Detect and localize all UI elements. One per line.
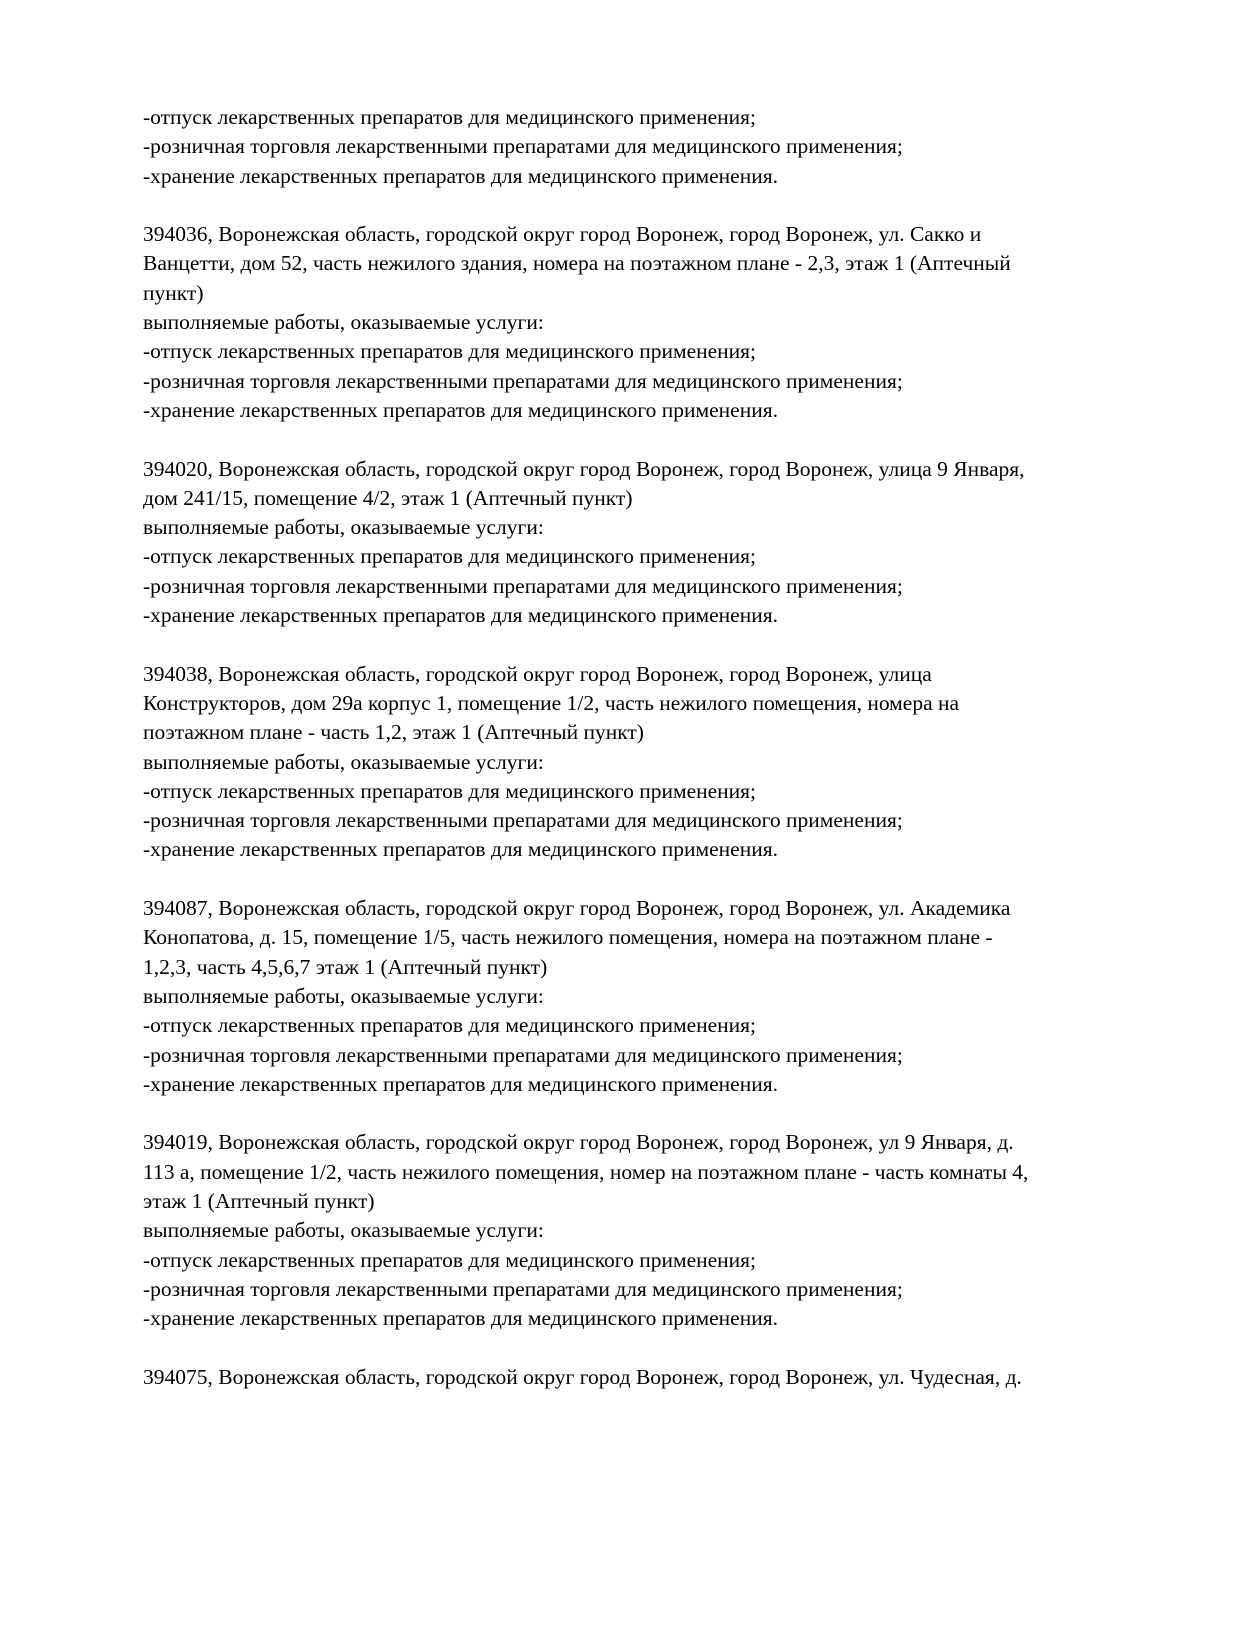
services-heading: выполняемые работы, оказываемые услуги: bbox=[143, 749, 544, 774]
address-line: Ванцетти, дом 52, часть нежилого здания, номера на поэтажном плане - 2,3, этаж 1 (Аптечный bbox=[143, 251, 1011, 276]
service-line: -розничная торговля лекарственными препаратами для медицинского применения; bbox=[143, 573, 903, 598]
service-line: -хранение лекарственных препаратов для медицинского применения. bbox=[143, 1306, 778, 1331]
service-line: -розничная торговля лекарственными препаратами для медицинского применения; bbox=[143, 808, 903, 833]
service-line: -отпуск лекарственных препаратов для медицинского применения; bbox=[143, 544, 757, 569]
service-line: -хранение лекарственных препаратов для медицинского применения. bbox=[143, 837, 778, 862]
address-line: Конопатова, д. 15, помещение 1/5, часть нежилого помещения, номера на поэтажном плане - bbox=[143, 925, 993, 950]
address-entry bbox=[143, 455, 1143, 631]
address-line: 394038, Воронежская область, городской округ город Воронеж, город Воронеж, улица bbox=[143, 661, 932, 686]
service-line: -хранение лекарственных препаратов для медицинского применения. bbox=[143, 397, 778, 422]
address-line: 394020, Воронежская область, городской округ город Воронеж, город Воронеж, улица 9 Января, bbox=[143, 456, 1025, 481]
address-line: дом 241/15, помещение 4/2, этаж 1 (Аптечный пункт) bbox=[143, 485, 633, 510]
address-entry bbox=[143, 1128, 1143, 1333]
service-line: -отпуск лекарственных препаратов для медицинского применения; bbox=[143, 105, 757, 129]
address-line: пункт) bbox=[143, 280, 204, 305]
address-line: поэтажном плане - часть 1,2, этаж 1 (Аптечный пункт) bbox=[143, 720, 644, 745]
address-line: 394036, Воронежская область, городской округ город Воронеж, город Воронеж, ул. Сакко и bbox=[143, 222, 982, 247]
service-line: -отпуск лекарственных препаратов для медицинского применения; bbox=[143, 1247, 757, 1272]
services-heading: выполняемые работы, оказываемые услуги: bbox=[143, 515, 544, 540]
address-entry bbox=[143, 660, 1143, 865]
address-line: 394075, Воронежская область, городской округ город Воронеж, город Воронеж, ул. Чудесная, д. bbox=[143, 1364, 1022, 1389]
service-line: -хранение лекарственных препаратов для медицинского применения. bbox=[143, 1071, 778, 1096]
address-line: 113 а, помещение 1/2, часть нежилого помещения, номер на поэтажном плане - часть комнаты 4, bbox=[143, 1159, 1029, 1184]
service-line: -хранение лекарственных препаратов для медицинского применения. bbox=[143, 603, 778, 628]
services-heading: выполняемые работы, оказываемые услуги: bbox=[143, 983, 544, 1008]
service-line: -отпуск лекарственных препаратов для медицинского применения; bbox=[143, 339, 757, 364]
address-entry bbox=[143, 220, 1143, 425]
address-line: 1,2,3, часть 4,5,6,7 этаж 1 (Аптечный пункт) bbox=[143, 954, 548, 979]
service-line: -розничная торговля лекарственными препаратами для медицинского применения; bbox=[143, 1042, 903, 1067]
address-line: 394087, Воронежская область, городской округ город Воронеж, город Воронеж, ул. Академика bbox=[143, 896, 1011, 921]
service-line: -розничная торговля лекарственными препаратами для медицинского применения; bbox=[143, 134, 903, 159]
paragraph-gap bbox=[143, 1333, 1143, 1362]
service-line: -хранение лекарственных препаратов для медицинского применения. bbox=[143, 163, 778, 188]
paragraph-gap bbox=[143, 425, 1143, 454]
service-line: -отпуск лекарственных препаратов для медицинского применения; bbox=[143, 1013, 757, 1038]
document-page bbox=[143, 103, 1143, 1392]
paragraph-gap bbox=[143, 865, 1143, 894]
address-line: Конструкторов, дом 29а корпус 1, помещение 1/2, часть нежилого помещения, номера на bbox=[143, 690, 960, 715]
address-line: этаж 1 (Аптечный пункт) bbox=[143, 1188, 375, 1213]
services-heading: выполняемые работы, оказываемые услуги: bbox=[143, 1218, 544, 1243]
paragraph-gap bbox=[143, 1099, 1143, 1128]
address-entry bbox=[143, 1363, 1143, 1392]
address-line: 394019, Воронежская область, городской округ город Воронеж, город Воронеж, ул 9 Января, д. bbox=[143, 1130, 1014, 1155]
paragraph-gap bbox=[143, 630, 1143, 659]
services-heading: выполняемые работы, оказываемые услуги: bbox=[143, 310, 544, 335]
intro-services bbox=[143, 103, 1143, 191]
service-line: -розничная торговля лекарственными препаратами для медицинского применения; bbox=[143, 368, 903, 393]
service-line: -отпуск лекарственных препаратов для медицинского применения; bbox=[143, 778, 757, 803]
paragraph-gap bbox=[143, 191, 1143, 220]
address-entry bbox=[143, 894, 1143, 1099]
service-line: -розничная торговля лекарственными препаратами для медицинского применения; bbox=[143, 1276, 903, 1301]
